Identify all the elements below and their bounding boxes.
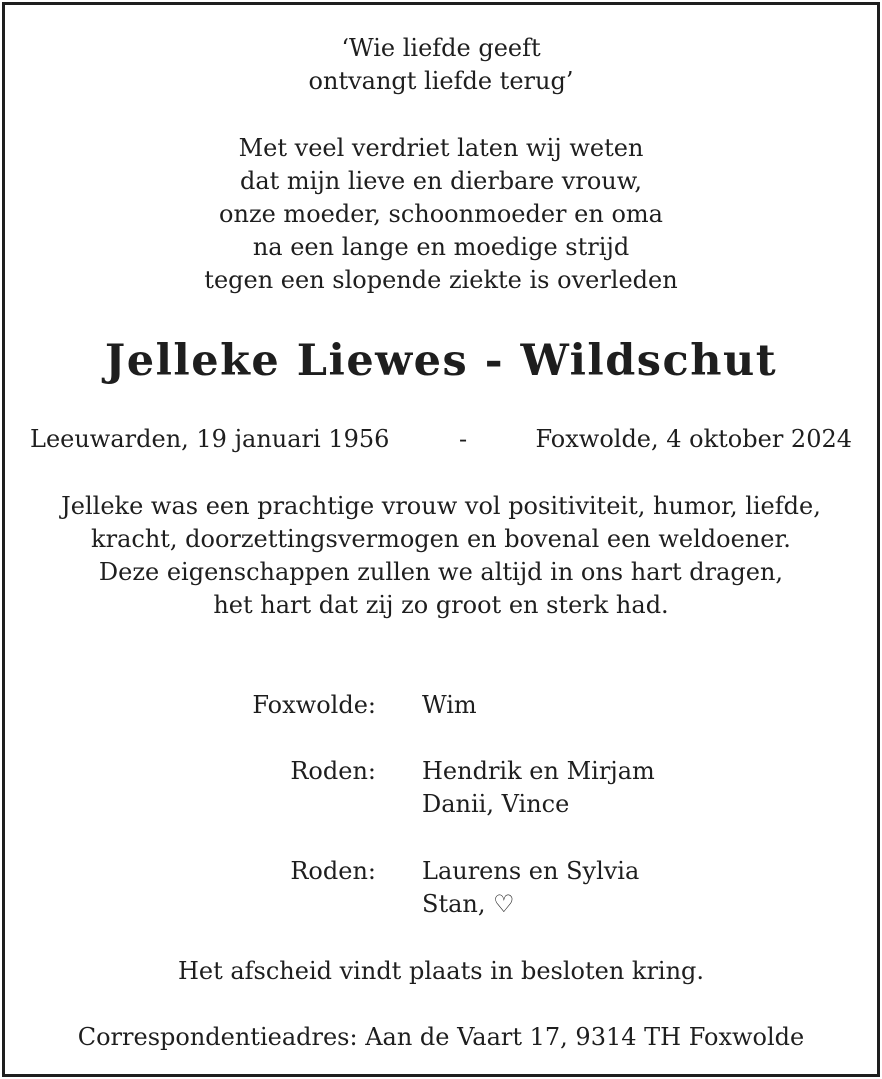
tribute-line: Deze eigenschappen zullen we altijd in ons hart dragen,	[98, 558, 784, 586]
birth-date: Leeuwarden, 19 januari 1956	[30, 425, 390, 453]
intro-line: onze moeder, schoonmoeder en oma	[219, 200, 663, 228]
intro-line: dat mijn lieve en dierbare vrouw,	[239, 167, 643, 195]
family-name-line: Wim	[422, 691, 477, 719]
family-names	[422, 855, 639, 921]
tribute-line: het hart dat zij zo groot en sterk had.	[213, 591, 669, 619]
quote-line: ontvangt liefde terug’	[308, 67, 574, 95]
family-place: Roden:	[290, 757, 376, 785]
intro-text	[0, 132, 882, 297]
intro-line: tegen een slopende ziekte is overleden	[204, 266, 678, 294]
family-name-line: Danii, Vince	[422, 790, 570, 818]
family-names	[422, 755, 655, 821]
family-place: Foxwolde:	[252, 691, 376, 719]
death-date: Foxwolde, 4 oktober 2024	[535, 425, 852, 453]
tribute-line: kracht, doorzettingsvermogen en bovenal een weldoener.	[91, 525, 791, 553]
intro-line: na een lange en moedige strijd	[252, 233, 630, 261]
tribute-text	[0, 490, 882, 622]
tribute-line: Jelleke was een prachtige vrouw vol positiviteit, humor, liefde,	[61, 492, 821, 520]
correspondence-address: Correspondentieadres: Aan de Vaart 17, 9314 TH Foxwolde	[77, 1023, 805, 1051]
family-names	[422, 689, 477, 722]
family-name-line: Laurens en Sylvia	[422, 857, 640, 885]
farewell-notice: Het afscheid vindt plaats in besloten kring.	[177, 957, 705, 985]
date-separator: -	[459, 425, 468, 453]
deceased-name: Jelleke Liewes - Wildschut	[104, 336, 778, 386]
family-place: Roden:	[290, 857, 376, 885]
opening-quote	[0, 32, 882, 98]
family-name-line: Hendrik en Mirjam	[422, 757, 655, 785]
quote-line: ‘Wie liefde geeft	[341, 34, 541, 62]
intro-line: Met veel verdriet laten wij weten	[238, 134, 644, 162]
family-name-line: Stan, ♡	[422, 890, 515, 918]
